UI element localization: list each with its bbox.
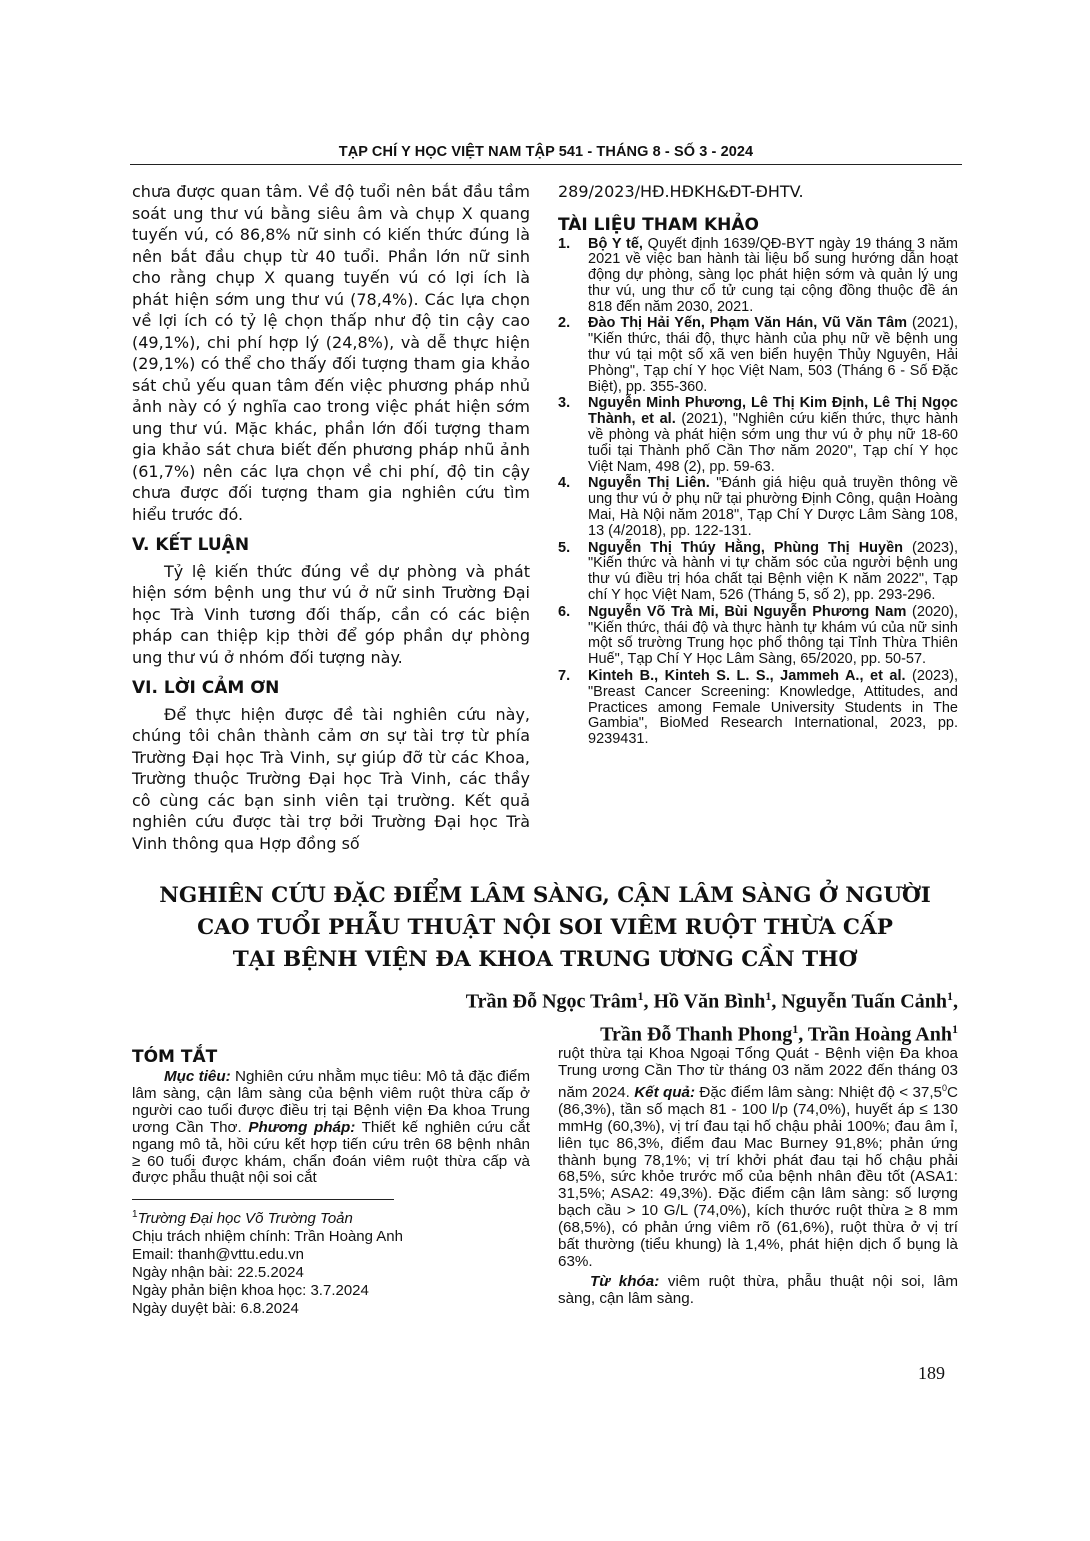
reference-body bbox=[588, 237, 958, 316]
reference-item bbox=[558, 396, 958, 475]
conclusion-paragraph: Tỷ lệ kiến thức đúng về dự phòng và phát hiện sớm bệnh ung thư vú ở nữ sinh Trường Đại học Trà Vinh tương đối thấp, cần có các biện pháp can thiệp kịp thời để góp phần dự phòng ung thư vú ở nhóm đối tượng này. bbox=[132, 561, 530, 667]
author-name: Trần Đỗ Ngọc Trâm bbox=[465, 990, 638, 1013]
reference-number: 4. bbox=[558, 475, 571, 492]
keywords-label: Từ khóa: bbox=[590, 1272, 660, 1290]
reference-number: 2. bbox=[558, 315, 571, 332]
reference-body bbox=[588, 476, 958, 539]
reference-text: "Đánh giá hiệu quả truyền thông về ung thư vú ở phụ nữ tại phường Định Công, quận Hoàng Mai, Hà Nội năm 2018", Tạp Chí Y Dược Lâm Sàng 108, 13 (4/2018), pp. 122-131. bbox=[588, 475, 958, 539]
reference-authors: Nguyễn Minh Phương, Lê Thị Kim Định, Lê Thị Ngọc Thành, et al. bbox=[588, 395, 958, 428]
author-name: Trần Hoàng Anh bbox=[807, 1023, 952, 1046]
affiliation-mark: 1 bbox=[132, 1209, 138, 1221]
affiliation: Trường Đại học Võ Trường Toản bbox=[137, 1210, 353, 1228]
reference-body bbox=[588, 316, 958, 395]
running-head: TẠP CHÍ Y HỌC VIỆT NAM TẬP 541 - THÁNG 8 - SỐ 3 - 2024 bbox=[338, 144, 754, 160]
author-affiliation-mark: 1 bbox=[947, 989, 953, 1003]
reference-authors: Bộ Y tế, bbox=[588, 235, 643, 252]
date-reviewed: Ngày phản biện khoa học: 3.7.2024 bbox=[132, 1282, 369, 1300]
reference-text: (2023), "Kiến thức và hành vi tự chăm sóc của người bệnh ung thư vú điều trị hóa chất tại Bệnh viện K năm 2022", Tạp chí Y học Việt Nam, 526 (Tháng 5, số 2), pp. 293-296. bbox=[588, 539, 958, 604]
reference-authors: Kinteh B., Kinteh S. L. S., Jammeh A., et al. bbox=[588, 668, 906, 685]
date-received: Ngày nhận bài: 22.5.2024 bbox=[132, 1264, 304, 1282]
reference-text: (2020), "Kiến thức, thái độ và thực hành tự khám vú của nữ sinh một số trường Trung học phổ thông tại Tỉnh Thừa Thiên Huế", Tạp Chí Y Học Lâm Sàng, 65/2020, pp. 50-57. bbox=[588, 603, 958, 668]
author-name: Trần Đỗ Thanh Phong bbox=[600, 1023, 793, 1046]
author-affiliation-mark: 1 bbox=[792, 1021, 799, 1036]
objective-label: Mục tiêu: bbox=[164, 1068, 231, 1085]
results-text-a: Đặc điểm lâm sàng: Nhiệt độ < 37,5 bbox=[695, 1083, 942, 1101]
reference-number: 7. bbox=[558, 668, 571, 685]
method-text-continued: ruột thừa tại Khoa Ngoại Tổng Quát - Bệnh viện Đa khoa Trung ương Cần Thơ từ tháng 03 năm 2022 đến tháng 03 năm 2024. bbox=[558, 1045, 958, 1101]
reference-text: (2021), "Kiến thức, thái độ, thực hành của phụ nữ về bệnh ung thư vú tại một số xã ven biển huyện Thủy Nguyên, Hải Phòng", Tạp chí Y học Việt Nam, 503 (Tháng 6 - Số Đặc Biệt), pp. 355-360. bbox=[588, 315, 958, 395]
title-line: CAO TUỔI PHẪU THUẬT NỘI SOI VIÊM RUỘT THỪA CẤP bbox=[197, 915, 893, 940]
reference-body bbox=[588, 396, 958, 475]
discussion-paragraph: chưa được quan tâm. Về độ tuổi nên bắt đầu tầm soát ung thư vú bằng siêu âm và chụp X quang tuyến vú, có 86,8% nữ sinh có kiến thức đúng là nên bắt đầu chụp từ 40 tuổi. Phần lớn nữ sinh cho rằng chụp X quang tuyến vú có lợi ích là phát hiện sớm ung thư vú (78,4%). Các lựa chọn về lợi ích có tỷ lệ chọn thấp như độ tin cậy cao (49,1%), chi phí hợp lý (24,8%), và dễ thực hiện (29,1%) có thể cho thấy đối tượng tham gia khảo sát chủ yếu quan tâm đến việc phương pháp nhủ ảnh này có ý nghĩa cao trong việc phát hiện sớm ung thư vú. Mặc khác, phần lớn đối tượng tham gia khảo sát chưa biết đến phương pháp nhũ ảnh (61,7%) nên các lựa chọn về chi phí, độ tin cậy chưa được đối tượng tham gia nghiên cứu tìm hiểu trước đó. bbox=[132, 182, 530, 524]
footnote bbox=[132, 1206, 530, 1318]
reference-item bbox=[558, 669, 958, 748]
reference-item bbox=[558, 237, 958, 316]
reference-number: 1. bbox=[558, 235, 571, 252]
page-number: 189 bbox=[918, 1363, 945, 1383]
reference-text: (2023), "Breast Cancer Screening: Knowledge, Attitudes, and Practices among Female University Students in The Gambia", BioMed Research International, 2023, pp. 9239431. bbox=[588, 668, 958, 748]
author-separator: , bbox=[953, 990, 958, 1013]
abstract-text-left bbox=[132, 1069, 530, 1187]
results-text-b: C (86,3%), tần số mạch 81 - 100 l/p (74,0%), huyết áp ≤ 130 mmHg (60,3%), vị trí đau tại hố chậu phải 100%; đau âm ỉ, liên tục 86,3%, điểm đau Mac Burney 91,8%; phản ứng thành bụng 78,1%; vị trí khởi phát đau tại hố chậu phải 68,5%, sức khỏe trước mổ của bệnh nhân đều tốt (ASA1: 31,5%; ASA2: 49,3%). Đặc điểm cận lâm sàng: số lượng bạch cầu > 10 G/L (74,0%), kích thước ruột thừa ≥ 8 mm (68,5%), có phản ứng viêm rõ (61,6%), ruột thừa ở vị trí bất thường (tiểu khung) là 1,4%, phát hiện dịch ổ bụng là 63%. bbox=[558, 1083, 958, 1270]
reference-authors: Nguyễn Thị Liên. bbox=[588, 475, 710, 492]
author-separator: , bbox=[798, 1023, 808, 1046]
author-affiliation-mark: 1 bbox=[952, 1021, 958, 1036]
left-column bbox=[132, 181, 530, 854]
contract-number: 289/2023/HĐ.HĐKH&ĐT-ĐHTV. bbox=[558, 182, 804, 201]
reference-authors: Nguyễn Thị Thúy Hằng, Phùng Thị Huyền bbox=[588, 539, 904, 556]
abstract-heading: TÓM TẮT bbox=[132, 1047, 218, 1067]
references-list bbox=[558, 237, 958, 749]
author-separator: , bbox=[771, 990, 782, 1013]
author-affiliation-mark: 1 bbox=[765, 989, 772, 1003]
keywords-text: viêm ruột thừa, phẫu thuật nội soi, lâm sàng, cận lâm sàng. bbox=[558, 1272, 959, 1307]
reference-item bbox=[558, 316, 958, 395]
date-accepted: Ngày duyệt bài: 6.8.2024 bbox=[132, 1300, 299, 1318]
right-column bbox=[558, 181, 958, 749]
references-heading: TÀI LIỆU THAM KHẢO bbox=[558, 214, 759, 235]
author-name: Nguyễn Tuấn Cảnh bbox=[781, 990, 947, 1013]
reference-item bbox=[558, 541, 958, 604]
reference-number: 3. bbox=[558, 395, 571, 412]
section-heading-conclusion: V. KẾT LUẬN bbox=[132, 535, 250, 555]
results-label: Kết quả: bbox=[634, 1083, 696, 1101]
acknowledgement-paragraph: Để thực hiện được đề tài nghiên cứu này, chúng tôi chân thành cảm ơn sự tài trợ từ phía Trường Đại học Trà Vinh, sự giúp đỡ từ các Khoa, Trường thuộc Trường Đại học Trà Vinh, các thầy cô cùng các bạn sinh viên tại trường. Kết quả nghiên cứu được tài trợ bởi Trường Đại học Trà Vinh thông qua Hợp đồng số bbox=[132, 704, 530, 853]
author-line bbox=[466, 983, 958, 1016]
objective-text: Nghiên cứu nhằm mục tiêu: Mô tả đặc điểm lâm sàng, cận lâm sàng của bệnh viêm ruột thừa cấp ở người cao tuổi được điều trị tại Bệnh viện Đa khoa Trung ương Cần Thơ. bbox=[132, 1068, 530, 1136]
title-line: TẠI BỆNH VIỆN ĐA KHOA TRUNG ƯƠNG CẦN THƠ bbox=[232, 947, 858, 972]
reference-text: (2021), "Nghiên cứu kiến thức, thực hành về phòng và phát hiện sớm ung thư vú ở phụ nữ 18-60 tuổi tại Thành phố Cần Thơ năm 2020", Tạp chí Y học Việt Nam, 498 (2), pp. 59-63. bbox=[588, 411, 959, 475]
degree-mark: 0 bbox=[942, 1082, 948, 1093]
responsible-author: Chịu trách nhiệm chính: Trần Hoàng Anh bbox=[132, 1228, 403, 1246]
author-line bbox=[466, 1016, 958, 1049]
abstract-left-column bbox=[132, 1047, 530, 1318]
article-title bbox=[150, 880, 940, 976]
reference-body bbox=[588, 541, 958, 604]
header-rule bbox=[130, 164, 962, 165]
reference-item bbox=[558, 476, 958, 539]
email: Email: thanh@vttu.edu.vn bbox=[132, 1246, 304, 1264]
reference-number: 6. bbox=[558, 603, 571, 620]
author-affiliation-mark: 1 bbox=[637, 989, 644, 1003]
reference-text: Quyết định 1639/QĐ-BYT ngày 19 tháng 3 năm 2021 về việc ban hành tài liệu bổ sung hướng dẫn hoạt động dự phòng, sàng lọc phát hiện sớm và quản lý ung thư vú, ung thư cổ tử cung tại cộng đồng thuộc đề án 818 đến năm 2030, 2021. bbox=[588, 235, 958, 315]
abstract-right-column bbox=[558, 1046, 958, 1308]
method-text: Thiết kế nghiên cứu cắt ngang mô tả, hồi cứu kết hợp tiến cứu trên 68 bệnh nhân ≥ 60 tuổi được khám, chẩn đoán viêm ruột thừa cấp và được phẫu thuật nội soi cắt bbox=[132, 1118, 530, 1187]
footnote-rule bbox=[132, 1199, 394, 1200]
reference-body bbox=[588, 605, 958, 668]
method-label: Phương pháp: bbox=[248, 1118, 356, 1136]
author-separator: , bbox=[643, 990, 654, 1013]
reference-number: 5. bbox=[558, 539, 571, 556]
author-list bbox=[466, 983, 958, 1048]
section-heading-acknowledgement: VI. LỜI CẢM ƠN bbox=[132, 678, 280, 698]
reference-item bbox=[558, 605, 958, 668]
reference-body bbox=[588, 669, 958, 748]
reference-authors: Nguyễn Võ Trà Mi, Bùi Nguyễn Phương Nam bbox=[588, 603, 907, 620]
reference-authors: Đào Thị Hải Yến, Phạm Văn Hán, Vũ Văn Tâm bbox=[588, 315, 908, 332]
title-line: NGHIÊN CỨU ĐẶC ĐIỂM LÂM SÀNG, CẬN LÂM SÀNG Ở NGƯỜI bbox=[159, 883, 931, 908]
author-name: Hồ Văn Bình bbox=[653, 990, 766, 1013]
